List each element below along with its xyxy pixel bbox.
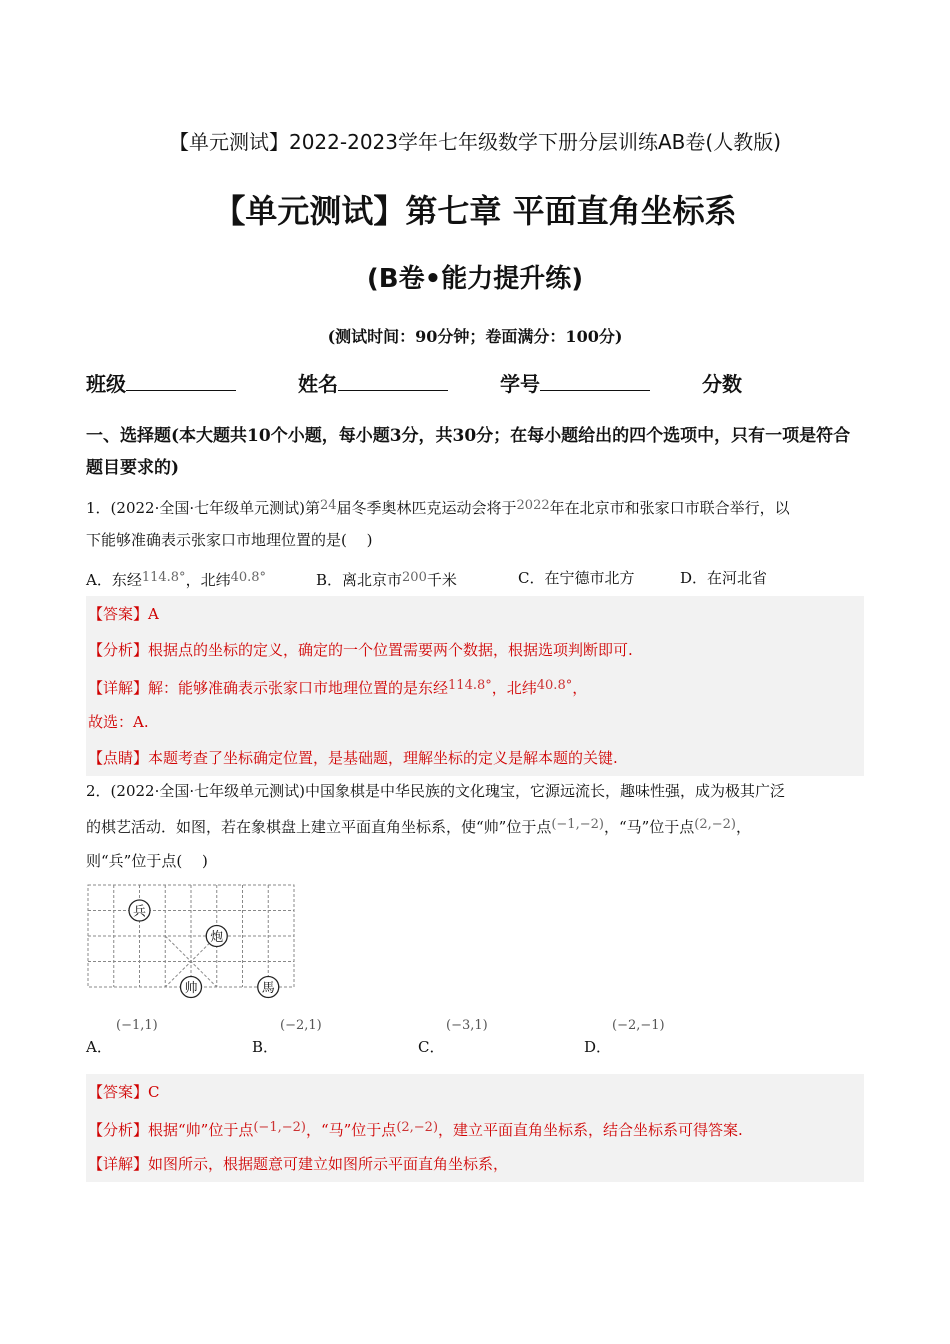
piece-ma-label: 馬: [261, 981, 275, 996]
q1-option-a-math1: 114.8°: [141, 570, 186, 585]
q1-option-a-text: A．东经: [86, 571, 142, 589]
series-title: 【单元测试】2022-2023学年七年级数学下册分层训练AB卷(人教版): [168, 130, 782, 154]
q1-option-c[interactable]: C．在宁德市北方: [518, 569, 635, 587]
q2-text-line1: 2．(2022·全国·七年级单元测试)中国象棋是中华民族的文化瑰宝，它源远流长，趣味性强，成为极其广泛: [86, 782, 785, 800]
q1-text-b: 届冬季奥林匹克运动会将于: [336, 499, 517, 517]
q1-detail-math2: 40.8°: [536, 678, 573, 693]
q2-text-line2a: 的棋艺活动．如图，若在象棋盘上建立平面直角坐标系，使“帅”位于点: [86, 818, 552, 836]
class-field: [86, 368, 236, 397]
q2-detail: [86, 1146, 864, 1182]
piece-bing-label: 兵: [132, 904, 147, 920]
q2-detail-text: 如图所示，根据题意可建立如图所示平面直角坐标系，: [148, 1155, 509, 1173]
student-id-blank: [540, 370, 650, 391]
q1-stem: [86, 490, 866, 556]
q1-note: [86, 740, 864, 776]
student-id-field: [500, 368, 650, 397]
q2-analysis-math1: (−1,−2): [253, 1120, 306, 1135]
q2-stem: [86, 774, 866, 878]
q1-option-a-text2: ，北纬: [185, 571, 231, 589]
q2-option-c[interactable]: C．: [418, 1038, 445, 1056]
q2-text-line2c: ，: [736, 818, 752, 836]
q1-text-c: 年在北京市和张家口市联合举行，以: [549, 499, 790, 517]
q2-detail-tag: 【详解】: [88, 1155, 149, 1173]
q2-analysis-text-b: ，“马”位于点: [305, 1121, 397, 1139]
q2-option-d[interactable]: D．: [584, 1038, 612, 1056]
q2-option-b[interactable]: B．: [252, 1038, 279, 1056]
q1-text-line2: 下能够准确表示张家口市地理位置的是( ): [86, 531, 373, 549]
student-id-label: 学号: [500, 372, 540, 396]
score-label: 分数: [702, 372, 742, 396]
piece-ma: [258, 977, 279, 998]
q2-analysis-text-a: 根据“帅”位于点: [148, 1121, 254, 1139]
q1-analysis: [86, 632, 864, 668]
class-label: 班级: [86, 372, 126, 396]
board-grid: [88, 885, 294, 987]
q1-detail-math1: 114.8°: [448, 678, 492, 693]
q1-detail-text-b: ，北纬: [491, 679, 537, 697]
q1-answer-tag: 【答案】: [88, 605, 149, 623]
q1-option-b[interactable]: [316, 562, 457, 596]
piece-shuai: [181, 977, 202, 998]
q1-analysis-tag: 【分析】: [88, 641, 149, 659]
piece-bing: [129, 900, 150, 921]
q1-choose: 故选：A.: [88, 713, 149, 731]
q1-detail-text-a: 解：能够准确表示张家口市地理位置的是东经: [148, 679, 449, 697]
name-blank: [338, 370, 448, 391]
q1-math-2022: 2022: [516, 498, 550, 513]
q1-answer-value: A: [148, 605, 159, 623]
q1-answer: [86, 596, 864, 632]
q1-option-a[interactable]: [86, 562, 266, 596]
q1-detail-tag: 【详解】: [88, 679, 149, 697]
q2-answer-tag: 【答案】: [88, 1083, 149, 1101]
q1-answer-box: [86, 596, 864, 776]
name-field: [298, 368, 448, 397]
q1-note-tag: 【点睛】: [88, 749, 149, 767]
q2-options: [86, 1018, 866, 1058]
q2-math-shuai: (−1,−2): [551, 817, 604, 832]
section-heading: 一、选择题(本大题共10个小题，每小题3分，共30分；在每小题给出的四个选项中，只有一项是符合题目要求的): [86, 426, 851, 478]
q1-analysis-text: 根据点的坐标的定义，确定的一个位置需要两个数据，根据选项判断即可.: [148, 641, 633, 659]
q1-math-24: 24: [319, 498, 337, 513]
piece-pao-label: 炮: [210, 930, 224, 945]
q1-option-a-math2: 40.8°: [230, 570, 267, 585]
q2-analysis-text-c: ，建立平面直角坐标系，结合坐标系可得答案.: [438, 1121, 743, 1139]
q2-analysis: [86, 1110, 864, 1146]
page-title: 【单元测试】第七章 平面直角坐标系: [213, 192, 737, 230]
name-label: 姓名: [298, 372, 338, 396]
q2-text-line3: 则“兵”位于点( ): [86, 852, 208, 870]
class-blank: [126, 370, 236, 391]
q2-analysis-math2: (2,−2): [396, 1120, 439, 1135]
q2-analysis-tag: 【分析】: [88, 1121, 149, 1139]
page-subtitle: (B卷•能力提升练): [366, 264, 584, 294]
q1-note-text: 本题考查了坐标确定位置，是基础题，理解坐标的定义是解本题的关键.: [148, 749, 618, 767]
q2-text-line2b: ，“马”位于点: [603, 818, 695, 836]
q2-answer: [86, 1074, 864, 1110]
q2-option-a-math: (−1,1): [116, 1018, 158, 1033]
piece-shuai-label: 帅: [184, 981, 198, 996]
piece-pao: [206, 926, 227, 947]
q1-text-a: 1．(2022·全国·七年级单元测试)第: [86, 499, 320, 517]
q2-answer-box: [86, 1074, 864, 1182]
chess-board-figure: [86, 882, 298, 1000]
q2-option-c-math: (−3,1): [446, 1018, 488, 1033]
q1-detail-text-c: ，: [572, 679, 588, 697]
q2-option-a[interactable]: A．: [86, 1038, 112, 1056]
q1-option-b-math: 200: [402, 570, 427, 585]
score-field: [702, 368, 742, 397]
q2-option-d-math: (−2,−1): [612, 1018, 665, 1033]
q2-math-ma: (2,−2): [694, 817, 737, 832]
q1-option-b-text: B．离北京市: [316, 571, 403, 589]
q2-option-b-math: (−2,1): [280, 1018, 322, 1033]
q1-option-b-text2: 千米: [426, 571, 457, 589]
q1-option-d[interactable]: D．在河北省: [680, 569, 768, 587]
q2-answer-value: C: [148, 1083, 160, 1101]
exam-info: (测试时间：90分钟；卷面满分：100分): [327, 327, 623, 346]
q1-detail: [86, 668, 864, 704]
